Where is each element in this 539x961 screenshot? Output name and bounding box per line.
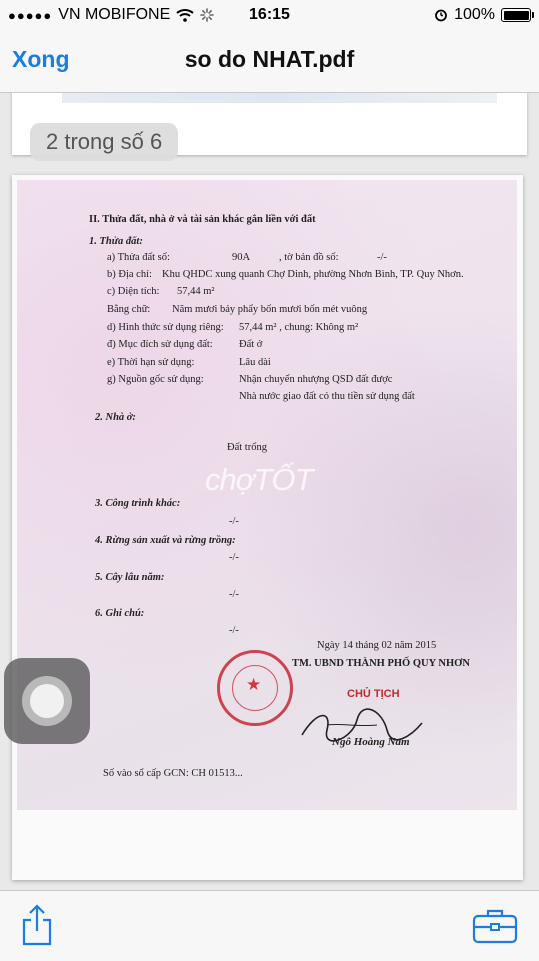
heading-forest: 4. Rừng sản xuất và rừng trồng: [95,535,236,546]
section-title: II. Thửa đất, nhà ở và tài sản khác gắn liền với đất [89,214,316,225]
previous-page-scan [62,93,497,103]
issuing-authority: TM. UBND THÀNH PHỐ QUY NHƠN [292,658,470,669]
house-value: Đất trống [227,442,267,453]
usage-form-value: 57,44 m² , chung: Không m² [239,322,359,333]
done-button[interactable]: Xong [12,46,70,72]
origin-value-1: Nhận chuyển nhượng QSD đất được [239,374,393,385]
clock: 16:15 [249,6,290,23]
pdf-viewer[interactable] [0,93,539,890]
usage-form-label: d) Hình thức sử dụng riêng: [107,322,224,333]
issue-date: Ngày 14 tháng 02 năm 2015 [317,640,437,651]
usage-term-value: Lâu dài [239,357,271,368]
heading-perennial: 5. Cây lâu năm: [95,572,165,583]
carrier-label: VN MOBIFONE [58,6,171,23]
origin-value-2: Nhà nước giao đất có thu tiền sử dụng đất [239,391,415,402]
land-purpose-value: Đất ở [239,339,263,350]
status-bar [0,0,539,30]
assistive-touch-button[interactable] [4,658,90,744]
origin-label: g) Nguồn gốc sử dụng: [107,374,204,385]
scanned-certificate [17,180,517,810]
in-words-value: Năm mươi bảy phẩy bốn mươi bốn mét vuông [172,304,368,315]
seal-emblem [232,665,278,711]
pdf-page [12,175,523,880]
heading-notes: 6. Ghi chú: [95,608,145,619]
area-value: 57,44 m² [177,286,215,297]
map-sheet-value: -/- [377,252,387,263]
in-words-label: Bằng chữ: [107,304,151,315]
address-value: Khu QHDC xung quanh Chợ Dinh, phường Nhơn Bình, TP. Quy Nhơn. [162,269,464,280]
signal-icon: ●●●●● [8,7,53,23]
toolbox-icon[interactable] [471,907,519,945]
notes-value: -/- [229,625,239,636]
area-label: c) Diện tích: [107,286,160,297]
address-label: b) Địa chỉ: [107,269,152,280]
signer-name: Ngô Hoàng Nam [332,736,410,748]
registry-number: Số vào sổ cấp GCN: CH 01513... [103,768,243,779]
assistive-touch-icon [22,676,72,726]
battery-percent: 100% [454,6,495,23]
heading-house: 2. Nhà ở: [95,412,136,423]
red-seal [217,650,293,726]
alarm-icon [434,8,448,22]
heading-land-plot: 1. Thửa đất: [89,236,143,247]
other-works-value: -/- [229,516,239,527]
heading-other-works: 3. Công trình khác: [95,498,181,509]
watermark-logo: chợTỐT [205,462,313,497]
bottom-toolbar [0,890,539,961]
perennial-value: -/- [229,589,239,600]
signer-role: CHỦ TỊCH [347,688,400,700]
map-sheet-label: , tờ bản đồ số: [279,252,339,263]
plot-number-value: 90A [232,252,251,263]
status-right [434,6,531,24]
star-icon: ★ [246,675,262,694]
document-title: so do NHAT.pdf [184,46,355,72]
land-purpose-label: đ) Mục đích sử dụng đất: [107,339,213,350]
usage-term-label: e) Thời hạn sử dụng: [107,357,195,368]
nav-bar [0,30,539,93]
page-indicator: 2 trong số 6 [30,123,178,161]
forest-value: -/- [229,552,239,563]
plot-number-label: a) Thửa đất số: [107,252,170,263]
battery-icon [501,8,531,22]
share-icon[interactable] [20,903,54,947]
